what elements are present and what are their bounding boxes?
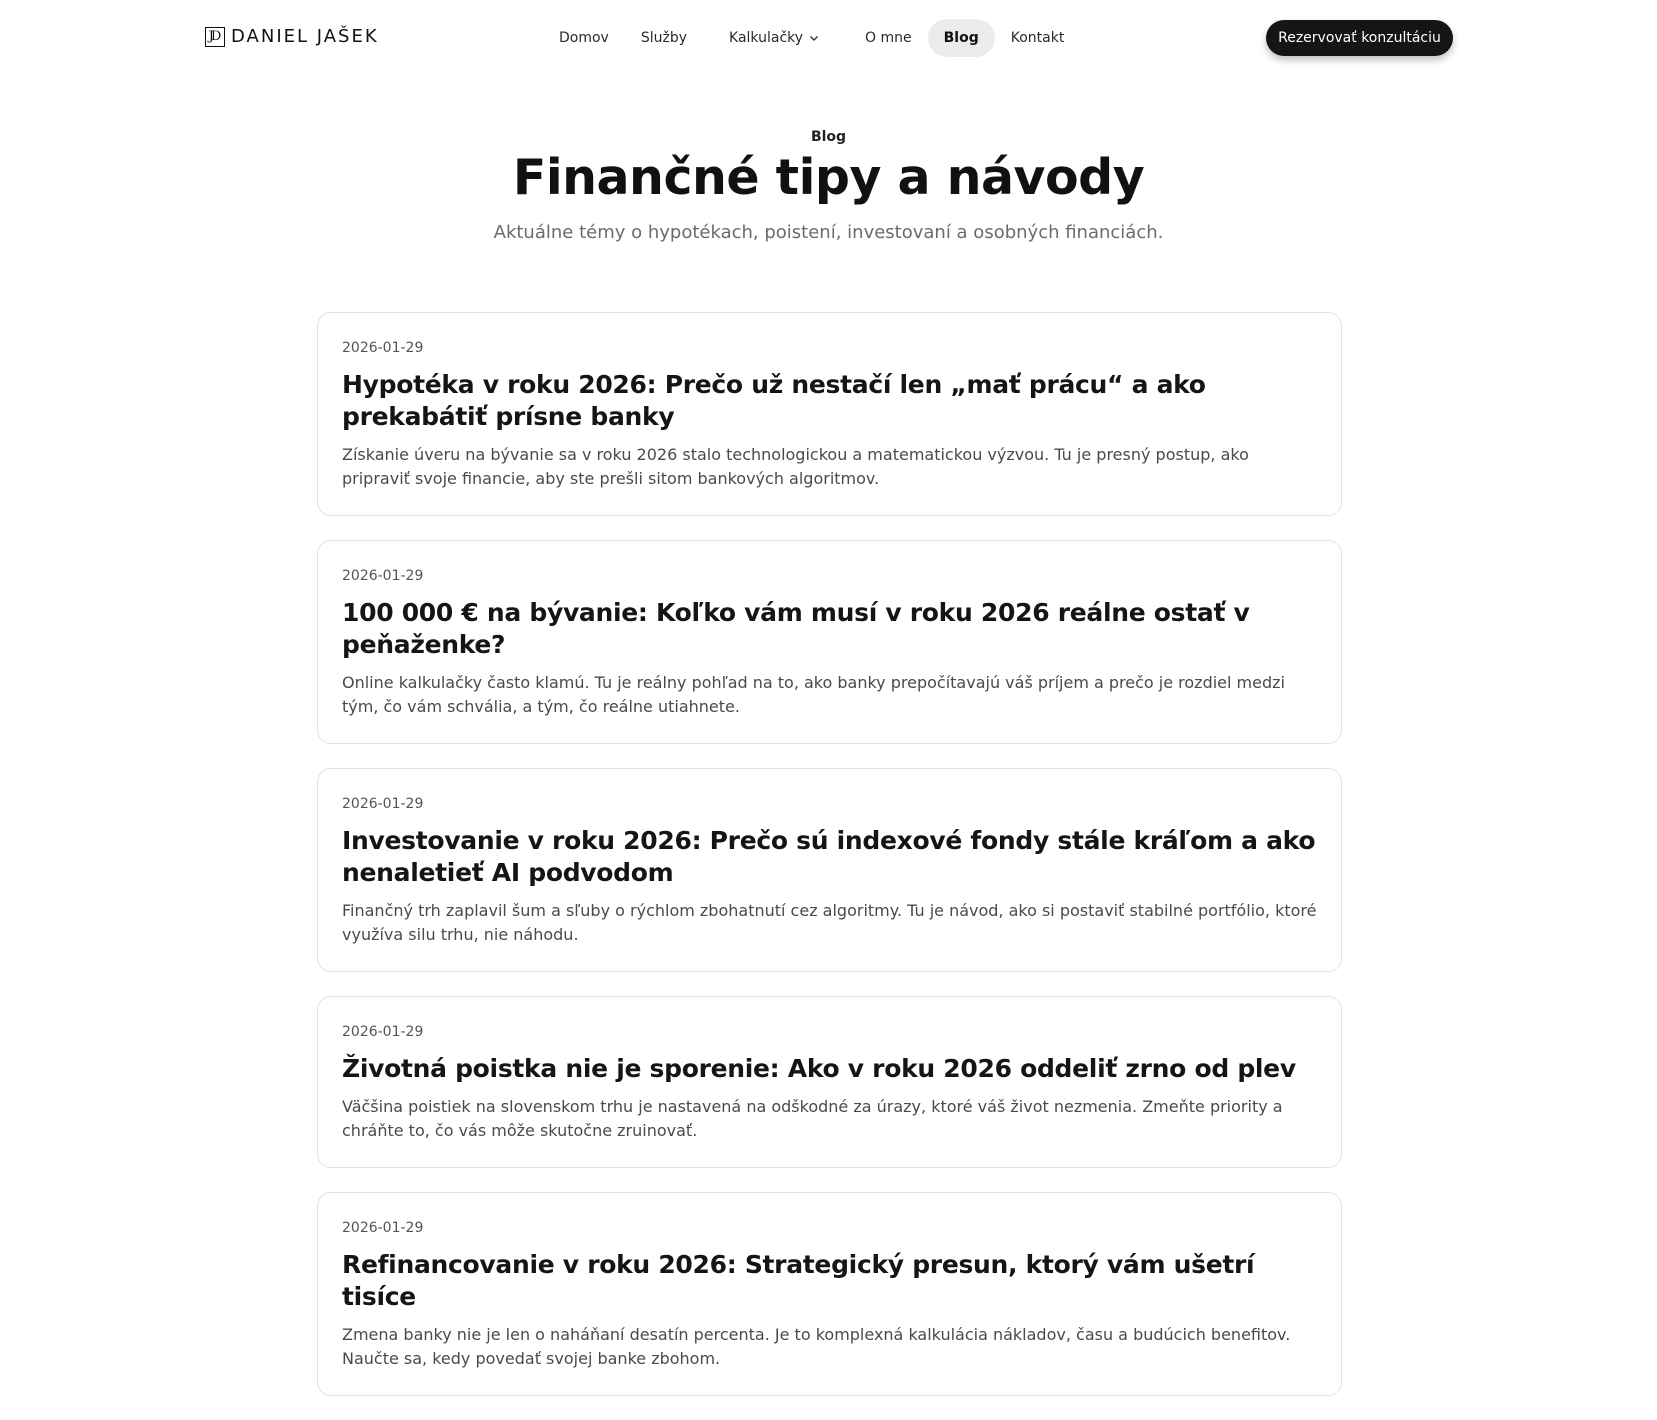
nav-item-kalkulacky[interactable] [713, 19, 835, 57]
page-subtitle: Aktuálne témy o hypotékach, poistení, investovaní a osobných financiách. [493, 222, 1164, 243]
post-title[interactable]: Životná poistka nie je sporenie: Ako v roku 2026 oddeliť zrno od plev [342, 1054, 1296, 1083]
post-card[interactable] [317, 996, 1342, 1168]
nav-item-label: Kalkulačky [729, 30, 804, 46]
nav-item-blog[interactable] [928, 19, 995, 57]
post-excerpt: Získanie úveru na bývanie sa v roku 2026 stalo technologickou a matematickou výzvou. Tu je presný postup, ako pripraviť svoje financie, aby ste prešli sitom bankových algoritmov. [342, 445, 1249, 488]
nav-item-kontakt[interactable] [995, 19, 1081, 57]
nav-item-label: Služby [640, 30, 688, 46]
post-date: 2026-01-29 [342, 340, 424, 356]
chevron-down-icon [809, 33, 819, 43]
post-card[interactable] [317, 768, 1342, 972]
post-date: 2026-01-29 [342, 1220, 424, 1236]
post-card[interactable] [317, 540, 1342, 744]
post-excerpt: Zmena banky nie je len o naháňaní desatín percenta. Je to komplexná kalkulácia nákladov, času a budúcich benefitov. Naučte sa, kedy povedať svojej banke zbohom. [342, 1325, 1291, 1368]
site-logo[interactable] [205, 26, 379, 47]
section-eyebrow: Blog [810, 129, 847, 145]
post-excerpt: Väčšina poistiek na slovenskom trhu je nastavená na odškodné za úrazy, ktoré váš život nezmenia. Zmeňte priority a chráňte to, čo vás môže skutočne zruinovať. [342, 1097, 1283, 1140]
post-title[interactable]: Investovanie v roku 2026: Prečo sú indexové fondy stále kráľom a ako nenaletieť AI podvodom [342, 826, 1316, 887]
post-list [317, 312, 1342, 1420]
post-date: 2026-01-29 [342, 568, 424, 584]
main-nav [543, 19, 1080, 57]
post-excerpt: Finančný trh zaplavil šum a sľuby o rýchlom zbohatnutí cez algoritmy. Tu je návod, ako si postaviť stabilné portfólio, ktoré využíva silu trhu, nie náhodu. [342, 901, 1317, 944]
logo-text: DANIEL JAŠEK [231, 26, 379, 47]
nav-item-o-mne[interactable] [849, 19, 928, 57]
post-excerpt: Online kalkulačky často klamú. Tu je reálny pohľad na to, ako banky prepočítavajú váš príjem a prečo je rozdiel medzi tým, čo vám schvália, a tým, čo reálne utiahnete. [342, 673, 1285, 716]
post-date: 2026-01-29 [342, 1024, 424, 1040]
nav-item-label: Domov [559, 30, 609, 46]
site-header [0, 0, 1657, 76]
post-title[interactable]: Hypotéka v roku 2026: Prečo už nestačí len „mať prácu“ a ako prekabátiť prísne banky [342, 370, 1206, 431]
nav-item-sluzby[interactable] [625, 19, 703, 57]
page-title: Finančné tipy a návody [512, 149, 1145, 206]
book-consultation-button[interactable]: Rezervovať konzultáciu [1266, 20, 1453, 56]
post-title[interactable]: 100 000 € na bývanie: Koľko vám musí v roku 2026 reálne ostať v peňaženke? [342, 598, 1250, 659]
post-title[interactable]: Refinancovanie v roku 2026: Strategický presun, ktorý vám ušetrí tisíce [342, 1250, 1255, 1311]
nav-item-label: Blog [943, 30, 979, 46]
nav-item-label: Kontakt [1010, 30, 1065, 46]
post-card[interactable] [317, 312, 1342, 516]
post-card[interactable] [317, 1192, 1342, 1396]
nav-item-domov[interactable] [543, 19, 625, 57]
post-date: 2026-01-29 [342, 796, 424, 812]
logo-monogram-icon: JD [205, 27, 225, 47]
nav-item-label: O mne [865, 30, 912, 46]
